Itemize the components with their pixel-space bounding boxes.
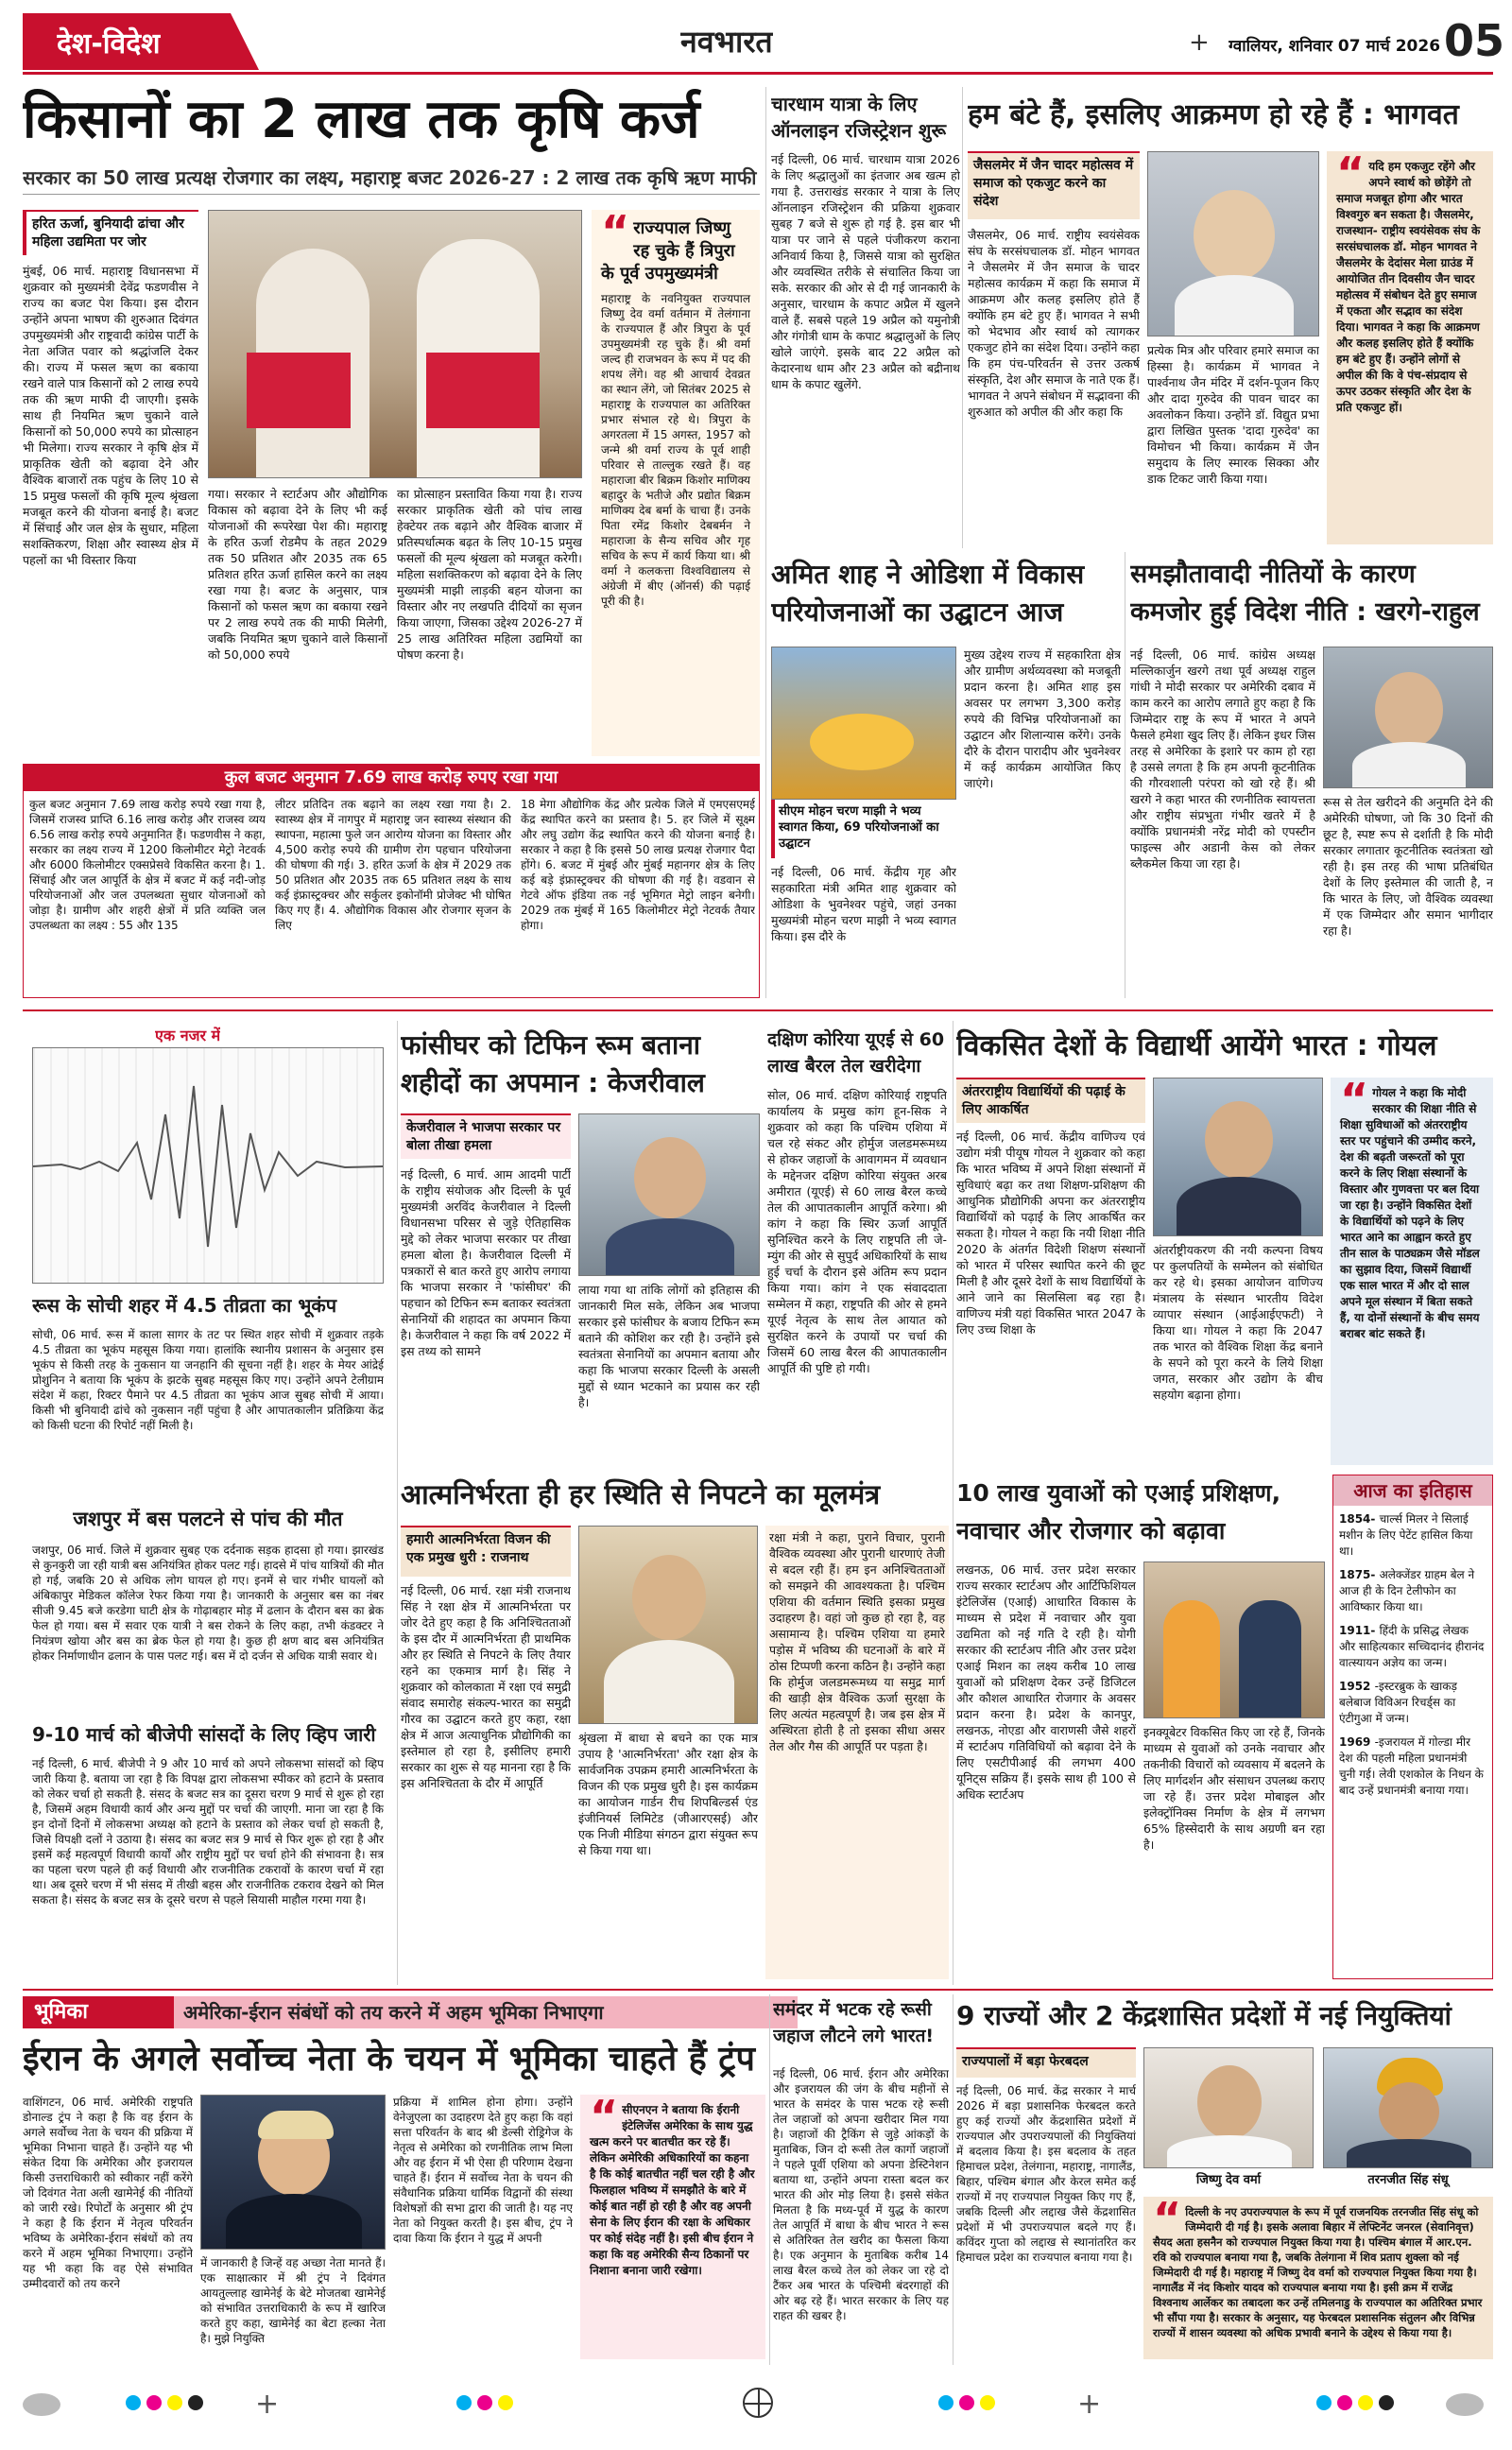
- person-b-silhouette: [1239, 1600, 1301, 1718]
- goyal-body-silhouette: [1177, 1177, 1301, 1236]
- sandhu-head-silhouette: [1379, 2082, 1439, 2141]
- rajnath-body1: नई दिल्ली, 06 मार्च. रक्षा मंत्री राजनाथ सिंह ने रक्षा क्षेत्र में आत्मनिर्भरता पर जोर देते हुए कहा है कि अनिश्चितताओं के इस दौर में आत्मनिर्भरता ही प्राथमिक और हर स्थिति से निपटने के लिए तैयार रहने का एकमात्र मार्ग है। सिंह ने शुक्रवार को कोलकाता में रक्षा एवं समुद्री संवाद समारोह संकल्प-भारत का समुद्री गौरव का उद्घाटन करते हुए कहा, रक्षा क्षेत्र में आज अत्याधुनिक प्रौद्योगिकी का इस्तेमाल हो रहा है, इसीलिए हमारी सरकार का शुरू से यह मानना रहा है कि इस अनिश्चितता के दौर में आपूर्ति: [401, 1583, 571, 1790]
- quote-mark-icon: “: [601, 210, 630, 257]
- itihas-item: [1339, 1623, 1486, 1671]
- kisan-pull-title: राज्यपाल जिष्णु रह चुके हैं त्रिपुरा के पूर्व उपमुख्यमंत्री: [601, 218, 735, 284]
- bhagwat-headline: हम बंटे हैं, इसलिए आक्रमण हो रहे हैं : भागवत: [968, 98, 1459, 131]
- col-rule: [397, 1021, 398, 1985]
- budget-col1: कुल बजट अनुमान 7.69 लाख करोड़ रुपये रखा गया है, जिसमें राजस्व प्राप्ति 6.16 लाख करोड़ और राजस्व व्यय 6.56 लाख करोड़ रुपये अनुमानित हैं। फडणवीस ने कहा, सरकार का लक्ष्य राज्य में 1200 किलोमीटर मेट्रो नेटवर्क और 6000 किलोमीटर एक्सप्रेसवे विकसित करना है। 1. सिंचाई और जल आपूर्ति के क्षेत्र में बजट में कई नदी-जोड़ परियोजनाओं और जल उपलब्धता सुधार योजनाओं को जोड़ा है। ग्रामीण और शहरी क्षेत्रों में प्रति व्यक्ति जल उपलब्धता का लक्ष्य : 55 और 135: [29, 798, 266, 932]
- budget-title: कुल बजट अनुमान 7.69 लाख करोड़ रुपए रखा गया: [24, 765, 759, 791]
- rajyapal-body: नई दिल्ली, 06 मार्च. केंद्र सरकार ने मार्च 2026 में बड़ा प्रशासनिक फेरबदल करते हुए कई राज्यों और केंद्रशासित प्रदेशों में राज्यपाल और उपराज्यपालों की नियुक्तियां में बदलाव किया है। इस बदलाव के तहत हिमाचल प्रदेश, तेलंगाना, महाराष्ट्र, नागालैंड, बिहार, पश्चिम बंगाल और केरल समेत कई राज्यों में नए राज्यपाल नियुक्त किए गए हैं, जबकि दिल्ली और लद्दाख जैसे केंद्रशासित प्रदेशों में भी उपराज्यपाल बदले गए हैं। कविंदर गुप्ता को लद्दाख से स्थानांतरित कर हिमाचल प्रदेश का राज्यपाल बनाया गया है।: [956, 2084, 1136, 2264]
- magenta-dot: [1337, 2395, 1352, 2410]
- itihas-text: हिंदी के प्रसिद्ध लेखक और साहित्यकार सच्चिदानंद हीरानंद वात्स्यायन अज्ञेय का जन्म।: [1339, 1624, 1485, 1669]
- target-v-line: [758, 2388, 760, 2418]
- crosshair-icon: +: [1077, 2388, 1102, 2421]
- bhagwat-point: जैसलमेर में जैन चादर महोत्सव में समाज को एकजुट करने का संदेश: [968, 151, 1140, 219]
- rahul-photo: [1323, 647, 1493, 788]
- itihas-text: -इजरायल में गोल्डा मीर देश की पहली महिला प्रधानमंत्री चुनी गई। लेवी एशकोल के निधन के बाद उन्हें प्रधानमंत्री बनाया गया।: [1339, 1735, 1484, 1797]
- rajnath-body-silhouette: [604, 1640, 734, 1724]
- kharge-body2: रूस से तेल खरीदने की अनुमति देने की अमेरिकी घोषणा, जो कि 30 दिनों की छूट है, स्पष्ट रूप से दर्शाती है कि मोदी सरकार लगातार कूटनीतिक स्वतंत्रता खो रही है। इस तरह की भाषा प्रतिबंधित देशों के लिए इस्तेमाल की जाती है, न कि भारत के लिए, जो वैश्विक व्यवस्था में एक जिम्मेदार और समान भागीदार रहा है।: [1323, 795, 1493, 938]
- budget-col2: लीटर प्रतिदिन तक बढ़ाने का लक्ष्य रखा गया है। 2. स्वास्थ्य क्षेत्र में नागपुर में महाराष्ट्र जन स्वास्थ्य संस्थान की स्थापना, महात्मा फुले जन आरोग्य योजना का विस्तार और 4,500 करोड़ रुपये की ग्रामीण रोग पहचान परियोजना की घोषणा की गई। 3. हरित ऊर्जा के क्षेत्र में 2029 तक 50 प्रतिशत और 2035 तक 65 प्रतिशत लक्ष्य के साथ कई इंफ्रास्ट्रक्चर और सर्कुलर इकोनॉमी प्रोजेक्ट भी घोषित किए गए हैं। 4. औद्योगिक विकास और रोजगार सृजन के लिए: [275, 798, 511, 932]
- itihas-box: [1332, 1475, 1493, 1979]
- bhagwat-body2: प्रत्येक मित्र और परिवार हमारे समाज का हिस्सा है। कार्यक्रम में भागवत ने पार्श्वनाथ जैन मंदिर में दर्शन-पूजन किए और दादा गुरुदेव की पावन चादर का अवलोकन किया। उन्होंने डॉ. विद्युत प्रभा द्वारा लिखित पुस्तक 'दादा गुरुदेव' का विमोचन भी किया। कार्यक्रम में जैन समुदाय के लिए स्मारक सिक्का और डाक टिकट जारी किया गया।: [1147, 343, 1319, 486]
- goyal-headline: विकसित देशों के विद्यार्थी आयेंगे भारत : गोयल: [956, 1029, 1437, 1062]
- cyan-dot: [938, 2395, 954, 2410]
- band-divider: [23, 1009, 1493, 1011]
- itihas-item: [1339, 1567, 1486, 1615]
- color-dots-left: [123, 2395, 206, 2414]
- rajyapal-headline: 9 राज्यों और 2 केंद्रशासित प्रदेशों में नई नियुक्तियां: [956, 2000, 1452, 2031]
- itihas-text: चार्ल्स मिलर ने सिलाई मशीन के लिए पेटेंट हासिल किया था।: [1339, 1512, 1473, 1558]
- iran-body2: प्रक्रिया में शामिल होना होगा। उन्होंने वेनेजुएला का उदाहरण देते हुए कहा कि वहां सत्ता परिवर्तन के बाद श्री डेल्सी रोड्रिगेज के नेतृत्व से अमेरिका को रणनीतिक लाभ मिला और वह ईरान में भी ऐसा ही परिणाम देखना चाहते हैं। ईरान में सर्वोच्च नेता के चयन की संवैधानिक प्रक्रिया धार्मिक विद्वानों की संस्था विशेषज्ञों की सभा द्वारा की जाती है। यह नए नेता को नियुक्त करती है। इस बीच, ट्रंप ने दावा किया कि ईरान ने युद्ध में अपनी: [393, 2096, 573, 2245]
- color-dots-right: [1314, 2395, 1397, 2414]
- page-number: 05: [1444, 15, 1505, 66]
- trump-hair-silhouette: [258, 2111, 334, 2139]
- hormuz-body: नई दिल्ली, 06 मार्च. ईरान और अमेरिका और इजरायल की जंग के बीच महीनों से भारत के समंदर के पास भटक रहे रूसी तेल जहाजों को अपना खरीदार मिल गया है। जहाजों की ट्रैकिंग से जुड़े आंकड़ों के मुताबिक, जिन दो रूसी तेल कार्गो जहाजों ने पहले पूर्वी एशिया को अपना डेस्टिनेशन बताया था, उन्होंने अपना रास्ता बदल कर भारत की ओर मोड़ लिया है। इससे संकेत मिलता है कि मध्य-पूर्व में युद्ध के कारण तेल आपूर्ति में बाधा के बीच भारत ने रूस से अतिरिक्त तेल खरीद का फैसला किया है। एक अनुमान के मुताबिक करीब 14 लाख बैरल कच्चे तेल को लेकर जा रहे दो टैंकर अब भारत के पश्चिमी बंदरगाहों की ओर बढ़ रहे हैं। भारत सरकार के लिए यह राहत की खबर है।: [773, 2067, 949, 2322]
- quote-mark-icon: “: [1153, 2197, 1182, 2244]
- registration-target-icon: [743, 2388, 773, 2418]
- hormuz-headline: समंदर में भटक रहे रूसी जहाज लौटने लगे भारत!: [773, 1999, 935, 2046]
- person-a-silhouette: [1163, 1600, 1220, 1718]
- sochi-body: सोची, 06 मार्च. रूस में काला सागर के तट पर स्थित शहर सोची में शुक्रवार तड़के 4.5 तीव्रता का भूकंप महसूस किया गया। हालांकि स्थानीय प्रशासन के अनुसार इस भूकंप से किसी तरह के नुकसान या जनहानि की सूचना नहीं है। शहर के मेयर आंद्रेई प्रोशुनिन ने बताया कि भूकंप के झटके सुबह महसूस किए गए। उन्होंने अपने टेलीग्राम संदेश में कहा, रिक्टर पैमाने पर 4.5 तीव्रता का भूकंप आज सुबह सोची में आया। किसी भी बुनियादी ढांचे को नुकसान नहीं पहुंचा है और आपातकालीन प्रतिक्रिया केंद्र को किसी घटना की रिपोर्ट नहीं मिली है।: [32, 1328, 384, 1432]
- iran-kicker: अमेरिका-ईरान संबंधों को तय करने में अहम भूमिका निभाएगा: [174, 1996, 798, 2028]
- ek-nazar-block: [23, 1021, 393, 2096]
- col-rule: [953, 1021, 954, 1985]
- cyan-dot: [456, 2395, 472, 2410]
- black-dot: [1379, 2395, 1394, 2410]
- yogi-photo: [1143, 1561, 1325, 1718]
- jishnu-caption: जिष्णु देव वर्मा: [1143, 2168, 1314, 2191]
- quote-mark-icon: “: [1336, 151, 1366, 198]
- rahul-body-silhouette: [1352, 742, 1466, 788]
- quote-mark-icon: “: [590, 2095, 619, 2142]
- rajnath-photo: [578, 1526, 758, 1724]
- crop-mark-icon: [23, 2393, 60, 2416]
- itihas-title: आज का इतिहास: [1333, 1475, 1492, 1506]
- itihas-year: 1969: [1339, 1735, 1375, 1749]
- amit-photo: [771, 647, 956, 800]
- rajnath-body2: श्रृंखला में बाधा से बचने का एक मात्र उपाय है 'आत्मनिर्भरता' और रक्षा क्षेत्र के सार्वजनिक उपक्रम हमारी आत्मनिर्भरता के विजन की एक प्रमुख धुरी है। इस कार्यक्रम का आयोजन गार्डन रीच शिपबिल्डर्स एंड इंजीनियर्स लिमिटेड (जीआरएसई) और एक निजी मीडिया संगठन द्वारा संयुक्त रूप से किया गया था।: [578, 1731, 758, 1857]
- print-registration-bar: [0, 2382, 1512, 2450]
- bhagwat-body1: जैसलमेर, 06 मार्च. राष्ट्रीय स्वयंसेवक संघ के सरसंघचालक डॉ. मोहन भागवत ने जैसलमेर में जैन समाज के चादर महोत्सव कार्यक्रम में कहा कि समाज में आक्रमण और कलह इसलिए होते हैं क्योंकि हम बंटे हुए हैं। भागवत ने सभी को भेदभाव और स्वार्थ को त्यागकर एकजुट होने का संदेश दिया। उन्होंने कहा कि हम पंच-परिवर्तन से उत्तर उत्कर्ष संस्कृति, देश और समाज के नाते एक हैं। भागवत ने अपने संबोधन में सद्भावना की शुरुआत को अपील की और कहा कि: [968, 228, 1140, 419]
- crop-mark-icon: [1446, 2393, 1484, 2416]
- chardham-headline: चारधाम यात्रा के लिए ऑनलाइन रजिस्ट्रेशन शुरू: [771, 93, 947, 142]
- rajyapal-pull-text: दिल्ली के नए उपराज्यपाल के रूप में पूर्व राजनयिक तरनजीत सिंह संधू को जिम्मेदारी दी गई है। इसके अलावा बिहार में लेफ्टिनेंट जनरल (सेवानिवृत्त) सैयद अता हसनैन को राज्यपाल नियुक्त किया गया है। पश्चिम बंगाल में आर.एन. रवि को राज्यपाल बनाया गया है, जबकि तेलंगाना में शिव प्रताप शुक्ला को नई जिम्मेदारी दी गई है। महाराष्ट्र में जिष्णु देव वर्मा को राज्यपाल नियुक्त किया गया है। नागालैंड में नंद किशोर यादव को राज्यपाल बनाया गया है। इसी क्रम में राजेंद्र विश्वनाथ आर्लेकर का तबादला कर उन्हें तमिलनाडु के राज्यपाल का अतिरिक्त प्रभार भी सौंपा गया है। सरकार के अनुसार, यह फेरबदल प्रशासनिक संतुलन और विभिन्न राज्यों में शासन व्यवस्था को अधिक प्रभावी बनाने के उद्देश्य से किया गया है।: [1153, 2205, 1483, 2339]
- amit-headline: अमित शाह ने ओडिशा में विकास परियोजनाओं का उद्घाटन आज: [771, 559, 1085, 628]
- crosshair-icon: +: [255, 2388, 280, 2421]
- jashpur-body: जशपुर, 06 मार्च. जिले में शुक्रवार सुबह एक दर्दनाक सड़क हादसा हो गया। झारखंड से कुनकुरी जा रही यात्री बस अनियंत्रित होकर पलट गई। हादसे में पांच यात्रियों की मौत हो गई, जबकि 20 से अधिक लोग घायल हो गए। इनमें से चार गंभीर घायलों को अंबिकापुर मेडिकल कॉलेज रेफर किया गया है। जानकारी के अनुसार बस का नंबर सीजी 9.45 बजे करडेगा घाटी क्षेत्र के गोढ़ाबहार मोड़ में ढलान के दौरान बस का ब्रेक फेल हो गया। बस में सवार एक यात्री ने बस रोकने के लिए कहा, तभी कंडक्टर ने नियंत्रण खोया और बस का ब्रेक फेल हो गया है। कुछ ही क्षण बाद बस अनियंत्रित होकर निर्माणाधीन ढलान के पास पलट गई। बस में दो दर्जन से अधिक यात्री सवार थे।: [32, 1544, 384, 1663]
- bjp-whip-headline: 9-10 मार्च को बीजेपी सांसदों के लिए व्हिप जारी: [32, 1724, 376, 1746]
- kejriwal-head-silhouette: [634, 1137, 706, 1218]
- yellow-dot: [980, 2395, 995, 2410]
- quote-mark-icon: “: [1340, 1078, 1369, 1125]
- kejriwal-body1: नई दिल्ली, 6 मार्च. आम आदमी पार्टी के राष्ट्रीय संयोजक और दिल्ली के पूर्व मुख्यमंत्री अरविंद केजरीवाल ने दिल्ली विधानसभा परिसर से जुड़े ऐतिहासिक मुद्दे को लेकर भाजपा सरकार पर तीखा हमला बोला है। केजरीवाल दिल्ली में पत्रकारों से बात करते हुए आरोप लगाया कि भाजपा सरकार ने 'फांसीघर' की पहचान को टिफिन रूम बताकर स्वतंत्रता सेनानियों की शहादत का अपमान किया है। केजरीवाल ने कहा कि वर्ष 2022 में इस तथ्य को सामने: [401, 1167, 571, 1358]
- bhagwat-pull: [1327, 151, 1493, 544]
- iran-pull-text: सीएनएन ने बताया कि ईरानी इंटेलिजेंस अमेरिका के साथ युद्ध खत्म करने पर बातचीत कर रहे हैं। लेकिन अमेरिकी अधिकारियों का कहना है कि कोई बातचीत नहीं चल रही है और फिलहाल भविष्य में समझौते के बारे में कोई बात नहीं हो रही है और वह अपनी सेना के लिए ईरान की रक्षा के अधिकार पर कोई संदेह नहीं है। इसी बीच ईरान ने कहा कि वह अमेरिकी सैन्य ठिकानों पर निशाना बनाना जारी रखेगा।: [590, 2103, 755, 2277]
- rajyapal-pull: [1143, 2197, 1493, 2359]
- rajnath-body3: रक्षा मंत्री ने कहा, पुराने विचार, पुरानी वैश्विक व्यवस्था और पुरानी धारणाएं तेजी से बदल रही हैं। हम इन अनिश्चितताओं को समझने की आवश्यकता है। पश्चिम एशिया की वर्तमान स्थिति इसका प्रमुख उदाहरण है। वहां जो कुछ हो रहा है, वह असामान्य है। पश्चिम एशिया या हमारे पड़ोस में भविष्य की घटनाओं के बारे में ठोस टिप्पणी करना कठिन है। उन्होंने कहा कि होर्मुज जलडमरूमध्य या समुद्र मार्ग की खाड़ी क्षेत्र वैश्विक ऊर्जा सुरक्षा के लिए अत्यंत महत्वपूर्ण है। जब इस क्षेत्र में अस्थिरता होती है तो इसका सीधा असर तेल और गैस की आपूर्ति पर पड़ता है।: [765, 1526, 949, 1979]
- chardham-body: नई दिल्ली, 06 मार्च. चारधाम यात्रा 2026 के लिए श्रद्धालुओं का इंतजार अब खत्म हो गया है. उत्तराखंड सरकार ने यात्रा के लिए ऑनलाइन रजिस्ट्रेशन की प्रक्रिया शुक्रवार सुबह 7 बजे से शुरू हो गई है. इस बार भी यात्रा पर जाने से पहले पंजीकरण कराना अनिवार्य किया है, जिससे यात्रा को सुरक्षित और व्यवस्थित तरीके से संचालित किया जा सके. सरकार की ओर से दी गई जानकारी के अनुसार, चारधाम के कपाट अप्रैल में खुलने वाले हैं. सबसे पहले 19 अप्रैल को यमुनोत्री और गंगोत्री धाम के कपाट श्रद्धालुओं के लिए खोले जाएंगे. इसके बाद 22 अप्रैल को केदारनाथ धाम और 23 अप्रैल को बद्रीनाथ धाम के कपाट खुलेंगे.: [771, 152, 960, 391]
- col-rule: [769, 1994, 770, 2365]
- cyan-dot: [126, 2395, 141, 2410]
- itihas-item: [1339, 1679, 1486, 1727]
- magenta-dot: [959, 2395, 974, 2410]
- sochi-headline: रूस के सोची शहर में 4.5 तीव्रता का भूकंप: [32, 1295, 337, 1317]
- korea-headline: दक्षिण कोरिया यूएई से 60 लाख बैरल तेल खरीदेगा: [767, 1029, 945, 1077]
- col-rule: [953, 1994, 954, 2365]
- amit-body2: मुख्य उद्देश्य राज्य में सहकारिता क्षेत्र और ग्रामीण अर्थव्यवस्था को मजबूती प्रदान करना है। अमित शाह इस अवसर पर लगभग 3,300 करोड़ रुपये की विभिन्न परियोजनाओं का उद्घाटन और शिलान्यास करेंगे। उनके दौरे के दौरान पारादीप और भुवनेश्वर में कई कार्यक्रम आयोजित किए जाएंगे।: [964, 647, 1121, 790]
- bhagwat-body-silhouette: [1175, 275, 1294, 336]
- goyal-head-silhouette: [1205, 1101, 1273, 1179]
- budget-folder-left: [247, 353, 351, 428]
- ai-body2: इनक्यूबेटर विकसित किए जा रहे हैं, जिनके माध्यम से युवाओं को उनके नवाचार और तकनीकी विचारों को व्यवसाय में बदलने के लिए मार्गदर्शन और संसाधन उपलब्ध कराए जा रहे हैं। उत्तर प्रदेश मोबाइल और इलेक्ट्रॉनिक्स निर्माण के क्षेत्र में लगभग 65% हिस्सेदारी के साथ अग्रणी बन रहा है।: [1143, 1725, 1325, 1852]
- itihas-text: अलेक्जेंडर ग्राहम बेल ने आज ही के दिन टेलीफोन का आविष्कार किया था।: [1339, 1568, 1475, 1613]
- header-rule: [23, 72, 1493, 75]
- seismograph-wave-icon: [33, 1048, 384, 1284]
- sandhu-body-silhouette: [1347, 2139, 1471, 2168]
- cyan-dot: [1316, 2395, 1332, 2410]
- jishnu-head-silhouette: [1197, 2065, 1262, 2139]
- col-rule: [765, 87, 766, 998]
- masthead: नवभारत: [680, 24, 773, 60]
- budget-box: [23, 764, 760, 998]
- kejriwal-body-silhouette: [606, 1218, 734, 1276]
- kisan-col3: का प्रोत्साहन प्रस्तावित किया गया है। राज्य सरकार प्राकृतिक खेती को पांच लाख हेक्टेयर तक बढ़ाने और वैश्विक बाजार में प्रतिस्पर्धात्मक बढ़त के लिए 10-15 प्रमुख फसलों की मूल्य श्रृंखला को मजबूत करेगी। महिला सशक्तिकरण को बढ़ावा देने के लिए मुख्यमंत्री माझी लाड़की बहन योजना का विस्तार और नए लखपति दीदियों का सृजन किया जाएगा, जिसका उद्देश्य 2026-27 में 25 लाख अतिरिक्त महिला उद्यमियों का पोषण करना है।: [397, 487, 582, 662]
- goyal-pull-text: गोयल ने कहा कि मोदी सरकार की शिक्षा नीति से शिक्षा सुविधाओं को अंतरराष्ट्रीय स्तर पर पहुंचाने की उम्मीद करने, देश की बढ़ती जरूरतों को पूरा करने के लिए शिक्षा संस्थानों के विस्तार और गुणवत्ता पर बल दिया जा रहा है। उन्होंने विकसित देशों के विद्यार्थियों को पढ़ने के लिए भारत आने का आह्वान करते हुए तीन साल के पाठ्यक्रम जैसे मॉडल का सुझाव दिया, जिसमें विद्यार्थी एक साल भारत में और दो साल अपने मूल संस्थान में बिता सकते हैं, या दोनों संस्थानों के बीच समय बराबर बांट सकते हैं।: [1340, 1086, 1480, 1340]
- itihas-year: 1911-: [1339, 1624, 1380, 1637]
- kisan-col2: गया। सरकार ने स्टार्टअप और औद्योगिक विकास को बढ़ावा देने के लिए भी कई योजनाओं की रूपरेखा पेश की। महाराष्ट्र के हरित ऊर्जा रोडमैप के तहत 2029 तक 50 प्रतिशत और 2035 तक 65 प्रतिशत हरित ऊर्जा हासिल करने का लक्ष्य रखा गया है। बजट के अनुसार, पात्र किसानों को फसल ऋण का बकाया रखने पर 2 लाख रुपये तक की माफी मिलेगी, जबकि नियमित ऋण चुकाने वाले किसानों को 50,000 रुपये: [208, 487, 387, 662]
- yellow-dot: [498, 2395, 513, 2410]
- magenta-dot: [146, 2395, 162, 2410]
- itihas-item: [1339, 1734, 1486, 1799]
- itihas-year: 1952: [1339, 1680, 1375, 1693]
- trump-photo: [200, 2095, 386, 2250]
- magenta-dot: [477, 2395, 492, 2410]
- kisan-subhead: सरकार का 50 लाख प्रत्यक्ष रोजगार का लक्ष्य, महाराष्ट्र बजट 2026-27 : 2 लाख तक कृषि ऋण माफी: [23, 164, 760, 195]
- kharge-headline: समझौतावादी नीतियों के कारण कमजोर हुई विदेश नीति : खरगे-राहुल: [1130, 560, 1480, 627]
- budget-folder-right: [426, 353, 540, 428]
- trump-body-silhouette: [226, 2194, 362, 2250]
- itihas-text: -इस्टरब्रुक के खाकड़ बलेबाज विविअन रिचर्ड्स का एंटीगुआ में जन्म।: [1339, 1680, 1457, 1725]
- kejriwal-body2: लाया गया था तांकि लोगों को इतिहास की जानकारी मिल सके, लेकिन अब भाजपा सरकार इसे फांसीघर के बजाय टिफिन रूम बताने की कोशिश कर रही है। उन्होंने इसे स्वतंत्रता सेनानियों का अपमान बताया और कहा कि भाजपा सरकार दिल्ली के असली मुद्दों से ध्यान भटकाने का प्रयास कर रही है।: [578, 1283, 760, 1409]
- ek-nazar-label: एक नजर में: [155, 1027, 221, 1044]
- garland-shape: [810, 714, 914, 770]
- goyal-photo: [1153, 1078, 1323, 1236]
- kejriwal-headline: फांसीघर को टिफिन रूम बताना शहीदों का अपमान : केजरीवाल: [401, 1029, 705, 1098]
- jishnu-body-silhouette: [1167, 2135, 1292, 2168]
- goyal-pull: [1331, 1078, 1493, 1465]
- kisan-pull-box: [592, 210, 760, 756]
- budget-col3: 18 मेगा औद्योगिक केंद्र और प्रत्येक जिले में एमएसएमई केंद्र स्थापित करने का प्रस्ताव है। 5. हर जिले में सूक्ष्म और लघु उद्योग केंद्र स्थापित करने की योजना बनाई है। सरकार ने कहा है कि इससे 50 लाख प्रत्यक्ष रोजगार पैदा होंगे। 6. बजट में मुंबई और मुंबई महानगर क्षेत्र के लिए कई बड़े इंफ्रास्ट्रक्चर की घोषणा की गई है। वडवान से गेटवे ऑफ इंडिया तक नई भूमिगत मेट्रो लाइन बनेगी। 2029 तक मुंबई में 165 किलोमीटर मेट्रो नेटवर्क तैयार होगा।: [521, 798, 755, 932]
- kharge-body1: नई दिल्ली, 06 मार्च. कांग्रेस अध्यक्ष मल्लिकार्जुन खरगे तथा पूर्व अध्यक्ष राहुल गांधी ने मोदी सरकार पर अमेरिकी दबाव में काम करने का आरोप लगाते हुए कहा है कि जिम्मेदार राष्ट्र के रूप में भारत ने अपने फैसले हमेशा खुद लिए हैं। लेकिन इधर जिस तरह से अमेरिका के इशारे पर काम हो रहा है उससे लगता है कि हम अपनी कूटनीतिक की गौरवशाली परंपरा को खो रहे हैं। श्री खरगे ने कहा भारत की रणनीतिक स्वायत्तता और राष्ट्रीय संप्रभुता गंभीर खतरे में है क्योंकि प्रधानमंत्री नरेंद्र मोदी को एपस्टीन फाइल्स और अडानी केस को लेकर ब्लैकमेल किया जा रहा है।: [1130, 647, 1315, 871]
- kejriwal-photo: [578, 1113, 760, 1276]
- ai-body1: लखनऊ, 06 मार्च. उत्तर प्रदेश सरकार राज्य सरकार स्टार्टअप और आर्टिफिशियल इंटेलिजेंस (एआई) आधारित विकास के माध्यम से प्रदेश में नवाचार और युवा उद्यमिता को नई गति दे रही है। योगी सरकार की स्टार्टअप नीति और उत्तर प्रदेश एआई मिशन का लक्ष्य करीब 10 लाख युवाओं को प्रशिक्षण देकर उन्हें डिजिटल और कौशल आधारित रोजगार के अवसर प्रदान करना है। प्रदेश के कानपुर, लखनऊ, नोएडा और वाराणसी जैसे शहरों में स्टार्टअप गतिविधियों को बढ़ावा देने के लिए एसटीपीआई की लगभग 400 यूनिट्स सक्रिय हैं। इसके साथ ही 100 से अधिक स्टार्टअप: [956, 1562, 1136, 1802]
- amit-caption: सीएम मोहन चरण माझी ने भव्य स्वागत किया, 69 परियोजनाओं का उद्घाटन: [771, 800, 956, 858]
- rahul-head-silhouette: [1375, 672, 1443, 748]
- dateline: ग्वालियर, शनिवार 07 मार्च 2026: [1228, 37, 1441, 56]
- sandhu-photo: [1323, 2047, 1493, 2168]
- black-dot: [188, 2395, 203, 2410]
- rajnath-head-silhouette: [632, 1555, 706, 1640]
- bjp-whip-body: नई दिल्ली, 6 मार्च. बीजेपी ने 9 और 10 मार्च को अपने लोकसभा सांसदों को व्हिप जारी किया है. बताया जा रहा है कि विपक्ष द्वारा लोकसभा स्पीकर को हटाने के प्रस्ताव को लेकर चर्चा हो सकती है. संसद के बजट सत्र का दूसरा चरण 9 मार्च से शुरू हो रहा है, जिसमें अहम विधायी कार्य और अन्य मुद्दों पर चर्चा की जाएगी. माना जा रहा है कि इन दोनों दिनों में लोकसभा अध्यक्ष को हटाने के प्रस्ताव को लेकर चर्चा हो सकती है, जिसे विपक्षी दलों ने उठाया है। संसद का बजट सत्र 9 मार्च से फिर शुरू हो रहा है और इसमें कई महत्वपूर्ण विधायी कार्यों और राष्ट्रीय मुद्दों पर चर्चा होने की संभावना है। सत्र का पहला चरण पहले ही कई विधायी और राजनीतिक टकरावों के कारण चर्चा में रहा था। अब दूसरे चरण में भी संसद में तीखी बहस और राजनीतिक टकराव देखने को मिल सकता है। संसद के बजट सत्र के दूसरे चरण से पहले सियासी माहौल गरमा गया है।: [32, 1757, 384, 1907]
- color-dots-mid-left: [454, 2395, 516, 2414]
- bhagwat-photo: [1147, 151, 1319, 336]
- yellow-dot: [1358, 2395, 1373, 2410]
- rajnath-point: हमारी आत्मनिर्भरता विजन की एक प्रमुख धुरी : राजनाथ: [401, 1526, 571, 1577]
- rajyapal-point: राज्यपालों में बड़ा फेरबदल: [956, 2047, 1136, 2078]
- yellow-dot: [167, 2395, 182, 2410]
- itihas-item: [1339, 1511, 1486, 1560]
- color-dots-mid-right: [936, 2395, 998, 2414]
- iran-body3: में जानकारी है जिन्हें वह अच्छा नेता मानते हैं। एक साक्षात्कार में श्री ट्रंप ने दिवंगत आयतुल्लाह खामेनेई के बेटे मोजतबा खामेनेई को संभावित उत्तराधिकारी के रूप में खारिज करते हुए कहा, खामेनेई का बेटा हल्का नेता है। मुझे नियुक्ति: [200, 2256, 386, 2345]
- band-divider-2: [23, 1989, 1493, 1991]
- iran-body1: वाशिंगटन, 06 मार्च. अमेरिकी राष्ट्रपति डोनाल्ड ट्रंप ने कहा है कि वह ईरान के अगले सर्वोच्च नेता के चयन की प्रक्रिया में भूमिका निभाना चाहते हैं। उन्होंने यह भी संकेत दिया कि अमेरिका और इजरायल किसी उत्तराधिकारी को स्वीकार नहीं करेंगे जो दिवंगत नेता अली खामेनेई की नीतियों को जारी रखे। रिपोर्टों के अनुसार श्री ट्रंप ने कहा है कि ईरान में नेतृत्व परिवर्तन भविष्य के अमेरिका-ईरान संबंधों को तय करने में अहम भूमिका निभाएगा। उन्होंने यह भी कहा कि वह ऐसे संभावित उम्मीदवारों को तय करने: [23, 2096, 193, 2290]
- itihas-year: 1854-: [1339, 1512, 1380, 1526]
- goyal-body1: नई दिल्ली, 06 मार्च. केंद्रीय वाणिज्य एवं उद्योग मंत्री पीयूष गोयल ने शुक्रवार को कहा कि भारत भविष्य में अपने शिक्षा संस्थानों में सुविधाएं बढ़ा कर तथा शिक्षण-प्रशिक्षण की आधुनिक प्रौद्योगिकी अपना कर अंतरराष्ट्रीय विद्यार्थियों को पढ़ाई के लिए आकर्षित कर सकता है। गोयल ने कहा कि नयी शिक्षा नीति 2020 के अंतर्गत विदेशी शिक्षण संस्थानों को भारत में परिसर स्थापित करने की छूट मिली है और दूसरे देशों के साथ विद्यार्थियों के आने जाने का सिलसिला बढ़ रहा है। वाणिज्य मंत्री यहां विकसित भारत 2047 के लिए उच्च शिक्षा के: [956, 1130, 1145, 1337]
- kisan-col1: मुंबई, 06 मार्च. महाराष्ट्र विधानसभा में शुक्रवार को मुख्यमंत्री देवेंद्र फडणवीस ने राज्य का बजट पेश किया। इस दौरान उन्होंने अपना भाषण की शुरुआत दिवंगत उपमुख्यमंत्री और राष्ट्रवादी कांग्रेस पार्टी के नेता अजित पवार को श्रद्धांजलि देकर की। राज्य में फसल ऋण का बकाया रखने वाले पात्र किसानों को 2 लाख रुपये तक की ऋण माफी दी जाएगी। इसके साथ ही नियमित ऋण चुकाने वाले किसानों को 50,000 रुपये का प्रोत्साहन भी मिलेगा। राज्य सरकार ने कृषि क्षेत्र में प्राकृतिक खेती को बढ़ावा देने और वैश्विक बाजारों तक पहुंच के लिए 10 से 15 प्रमुख फसलों की कृषि मूल्य श्रृंखला मजबूत करने की योजना बनाई है। बजट में सिंचाई और जल क्षेत्र के सुधार, महिला सशक्तिकरण, शिक्षा और स्वास्थ्य क्षेत्र में पहलों का भी विस्तार किया: [23, 264, 198, 567]
- kisan-pull-body: महाराष्ट्र के नवनियुक्त राज्यपाल जिष्णु देव वर्मा वर्तमान में तेलंगाना के राज्यपाल हैं और त्रिपुरा के पूर्व उपमुख्यमंत्री रह चुके हैं। श्री वर्मा जल्द ही राजभवन के रूप में पद की शपथ लेंगे। वह श्री आचार्य देवव्रत का स्थान लेंगे, जो सितंबर 2025 से महाराष्ट्र के राज्यपाल का अतिरिक्त प्रभार संभाल रहे थे। त्रिपुरा के अगरतला में 15 अगस्त, 1957 को जन्मे श्री वर्मा राज्य के पूर्व शाही परिवार से ताल्लुक रखते हैं। वह महाराजा बीर बिक्रम किशोर माणिक्य बहादुर के भतीजे और प्रद्योत बिक्रम माणिक्य देब बर्मा के चाचा हैं। उनके पिता रमेंद्र किशोर देबबर्मन ने महाराजा के सैन्य सचिव और गृह सचिव के रूप में कार्य किया था। श्री वर्मा ने कलकत्ता विश्वविद्यालय से अंग्रेजी में बीए (ऑनर्स) की पढ़ाई पूरी की है।: [601, 292, 750, 608]
- iran-pull: [580, 2095, 765, 2359]
- goyal-body2: अंतर्राष्ट्रीयकरण की नयी कल्पना विषय पर कुलपतियों के सम्मेलन को संबोधित कर रहे थे। इसका आयोजन वाणिज्य मंत्रालय के संस्थान भारतीय विदेश व्यापार संस्थान (आईआईएफटी) ने किया था। गोयल ने कहा कि 2047 तक भारत को वैश्विक शिक्षा केंद्र बनाने के सपने को पूरा करने के लिये शिक्षा जगत, सरकार और उद्योग के बीच सहयोग बढ़ाना होगा।: [1153, 1243, 1323, 1402]
- ai-headline: 10 लाख युवाओं को एआई प्रशिक्षण, नवाचार और रोजगार को बढ़ावा: [956, 1479, 1281, 1544]
- itihas-list: [1333, 1506, 1492, 1812]
- jashpur-headline: जशपुर में बस पलटने से पांच की मौत: [73, 1509, 343, 1530]
- bhagwat-pull-text: यदि हम एकजुट रहेंगे और अपने स्वार्थ को छोड़ेंगे तो समाज मजबूत होगा और भारत विश्वगुरु बन सकता है। जैसलमेर, राजस्थान- राष्ट्रीय स्वयंसेवक संघ के सरसंघचालक डॉ. मोहन भागवत ने जैसलमेर के देदांसर मेला ग्राउंड में आयोजित तीन दिवसीय जैन चादर महोत्सव में संबोधन देते हुए समाज में एकता और सद्भाव का संदेश दिया। भागवत ने कहा कि आक्रमण और कलह इसलिए होते हैं क्योंकि हम बंटे हुए हैं। उन्होंने लोगों से अपील की कि वे पंच-संप्रदाय से ऊपर उठकर संस्कृति और देश के प्रति एकजुट हों।: [1336, 160, 1481, 414]
- korea-body: सोल, 06 मार्च. दक्षिण कोरियाई राष्ट्रपति कार्यालय के प्रमुख कांग हून-सिक ने शुक्रवार को कहा कि पश्चिम एशिया में चल रहे संकट और होर्मुज जलडमरूमध्य से होकर जहाजों के आवागमन में व्यवधान के मद्देनजर दक्षिण कोरिया संयुक्त अरब अमीरात (यूएई) से 60 लाख बैरल कच्चे तेल की आपातकालीन आपूर्ति करेगा। श्री कांग ने कहा कि स्थिर ऊर्जा आपूर्ति सुनिश्चित करने के लिए राष्ट्रपति ली जे-म्युंग की ओर से सुपुर्द अधिकारियों के साथ हुई चर्चा के दौरान इसे अंतिम रूप प्रदान किया गया। कांग ने एक संवाददाता सम्मेलन में कहा, राष्ट्रपति की ओर से हमने यूएई नेतृत्व के साथ तेल आयात को सुरक्षित करने के उपायों पर चर्चा की जिसमें 60 लाख बैरल की आपातकालीन आपूर्ति की पुष्टि हो गयी।: [767, 1088, 947, 1375]
- kejriwal-point: केजरीवाल ने भाजपा सरकार पर बोला तीखा हमला: [401, 1113, 571, 1159]
- crosshair-icon: +: [1189, 28, 1210, 57]
- section-label: देश-विदेश: [57, 27, 161, 60]
- bhagwat-head-silhouette: [1194, 190, 1275, 281]
- amit-body1: नई दिल्ली, 06 मार्च. केंद्रीय गृह और सहकारिता मंत्री अमित शाह शुक्रवार को ओडिशा के भुवनेश्वर पहुंचे, जहां उनका मुख्यमंत्री मोहन चरण माझी ने भव्य स्वागत किया। इस दौरे के: [771, 865, 956, 943]
- goyal-point: अंतरराष्ट्रीय विद्यार्थियों की पढ़ाई के लिए आकर्षित: [956, 1078, 1145, 1123]
- sandhu-caption: तरनजीत सिंह संधू: [1323, 2168, 1493, 2191]
- col-rule: [962, 87, 963, 548]
- fadnavis-photo: [208, 210, 582, 478]
- rajnath-headline: आत्मनिर्भरता ही हर स्थिति से निपटने का मूलमंत्र: [401, 1478, 881, 1510]
- page-header: [0, 0, 1512, 76]
- iran-headline: ईरान के अगले सर्वोच्च नेता के चयन में भूमिका चाहते हैं ट्रंप: [23, 2040, 755, 2079]
- kisan-point: हरित ऊर्जा, बुनियादी ढांचा और महिला उद्यमिता पर जोर: [23, 210, 198, 255]
- iran-section: भूमिका: [23, 1996, 174, 2028]
- jishnu-photo: [1143, 2047, 1314, 2168]
- itihas-year: 1875-: [1339, 1568, 1380, 1581]
- kisan-headline: किसानों का 2 लाख तक कृषि कर्ज: [23, 89, 700, 150]
- seismograph-image: [32, 1047, 384, 1284]
